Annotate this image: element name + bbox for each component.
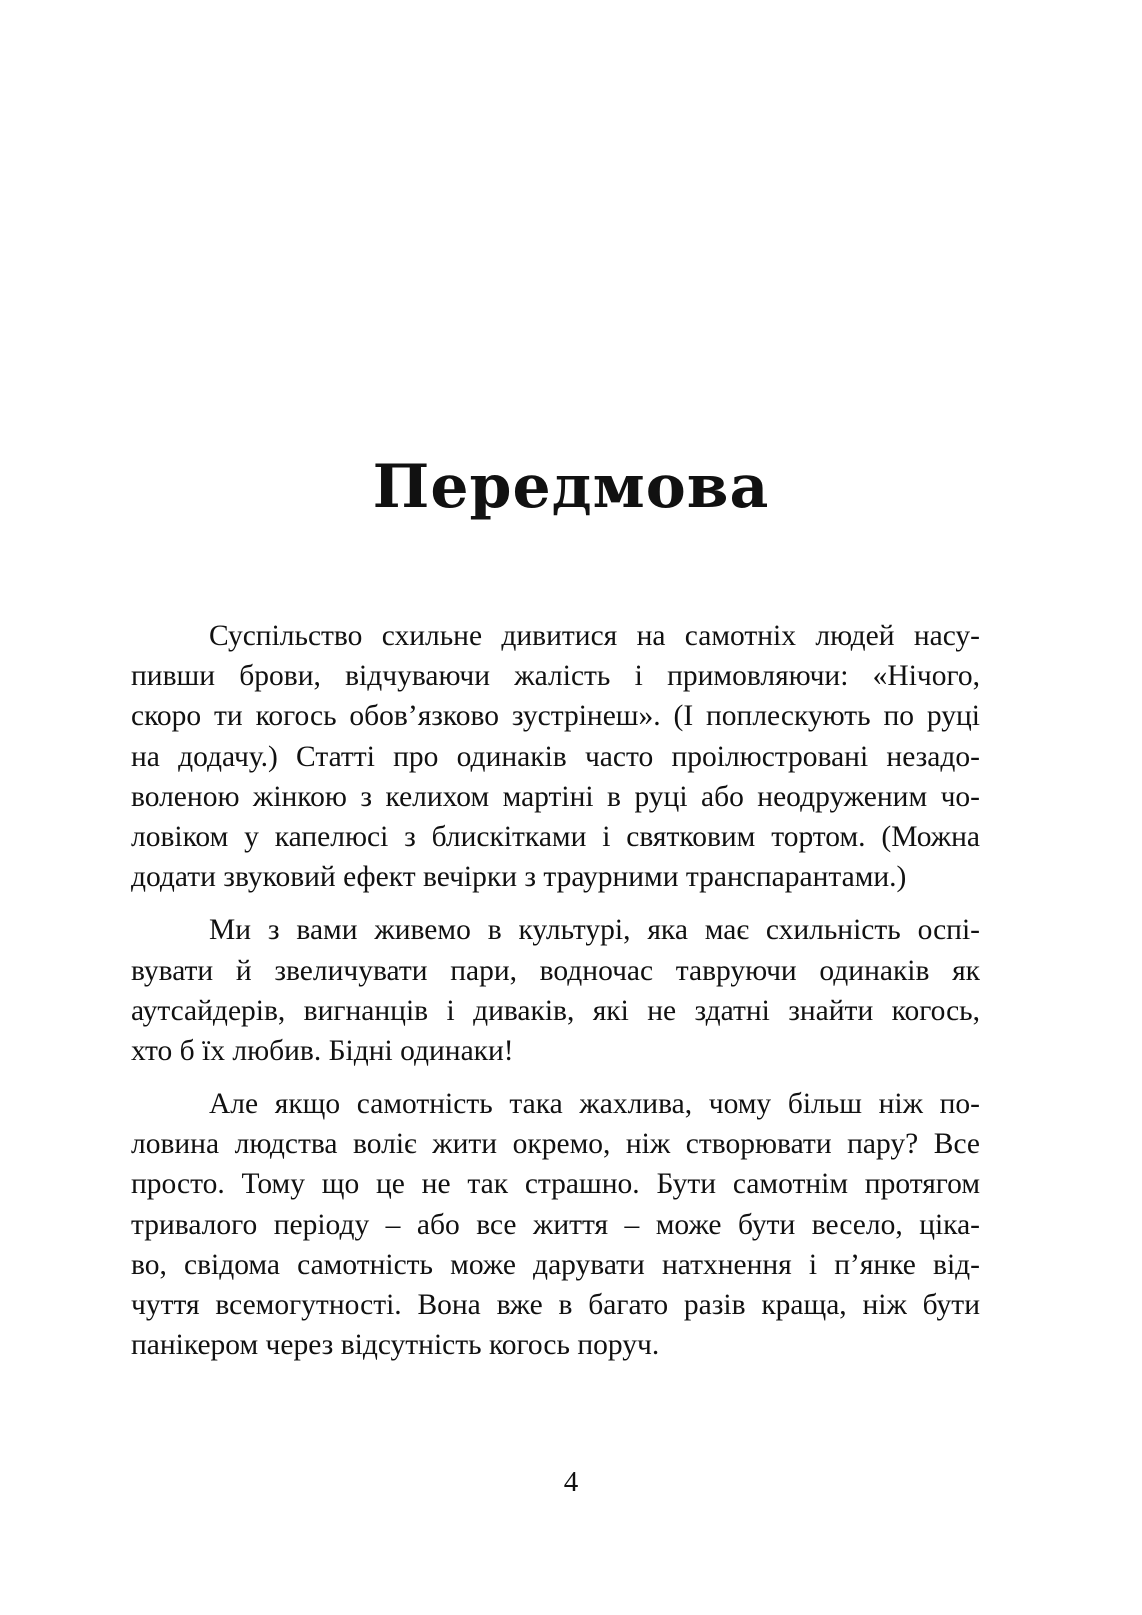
- text-line: на додачу.) Статті про одинаків часто проілюстровані незадо-: [131, 740, 980, 773]
- text-line: пивши брови, відчуваючи жалість і примовляючи: «Нічого,: [131, 660, 980, 693]
- text-line: воленою жінкою з келихом мартіні в руці або неодруженим чо-: [131, 780, 980, 813]
- text-line: во, свідома самотність може дарувати натхнення і п’янке від-: [131, 1248, 980, 1281]
- paragraph: [131, 910, 980, 1071]
- text-line: Ми з вами живемо в культурі, яка має схильність оспі-: [209, 914, 980, 947]
- paragraph: [131, 1084, 980, 1365]
- paragraph: [131, 616, 980, 897]
- text-line: ловіком у капелюсі з блискітками і святковим тортом. (Можна: [131, 820, 980, 853]
- text-line: додати звуковий ефект вечірки з траурними транспарантами.): [131, 861, 907, 894]
- text-line: аутсайдерів, вигнанців і диваків, які не здатні знайти когось,: [131, 994, 980, 1027]
- document-body: [131, 616, 980, 1378]
- text-line: вувати й звеличувати пари, водночас тавруючи одинаків як: [131, 954, 980, 987]
- text-line: тривалого періоду – або все життя – може бути весело, ціка-: [131, 1208, 980, 1241]
- text-line: Суспільство схильне дивитися на самотніх людей насу-: [209, 620, 980, 652]
- page-number: 4: [563, 1466, 579, 1498]
- text-line: панікером через відсутність когось поруч.: [131, 1329, 660, 1362]
- text-line: скоро ти когось обов’язково зустрінеш». (І поплескують по руці: [131, 700, 980, 733]
- text-line: ловина людства воліє жити окремо, ніж створювати пару? Все: [131, 1128, 980, 1161]
- text-line: просто. Тому що це не так страшно. Бути самотнім протягом: [131, 1168, 980, 1201]
- text-line: чуття всемогутності. Вона вже в багато разів краща, ніж бути: [131, 1289, 980, 1321]
- page-title: Передмова: [372, 452, 770, 523]
- text-line: Але якщо самотність така жахлива, чому більш ніж по-: [209, 1088, 980, 1121]
- text-line: хто б їх любив. Бідні одинаки!: [131, 1034, 514, 1067]
